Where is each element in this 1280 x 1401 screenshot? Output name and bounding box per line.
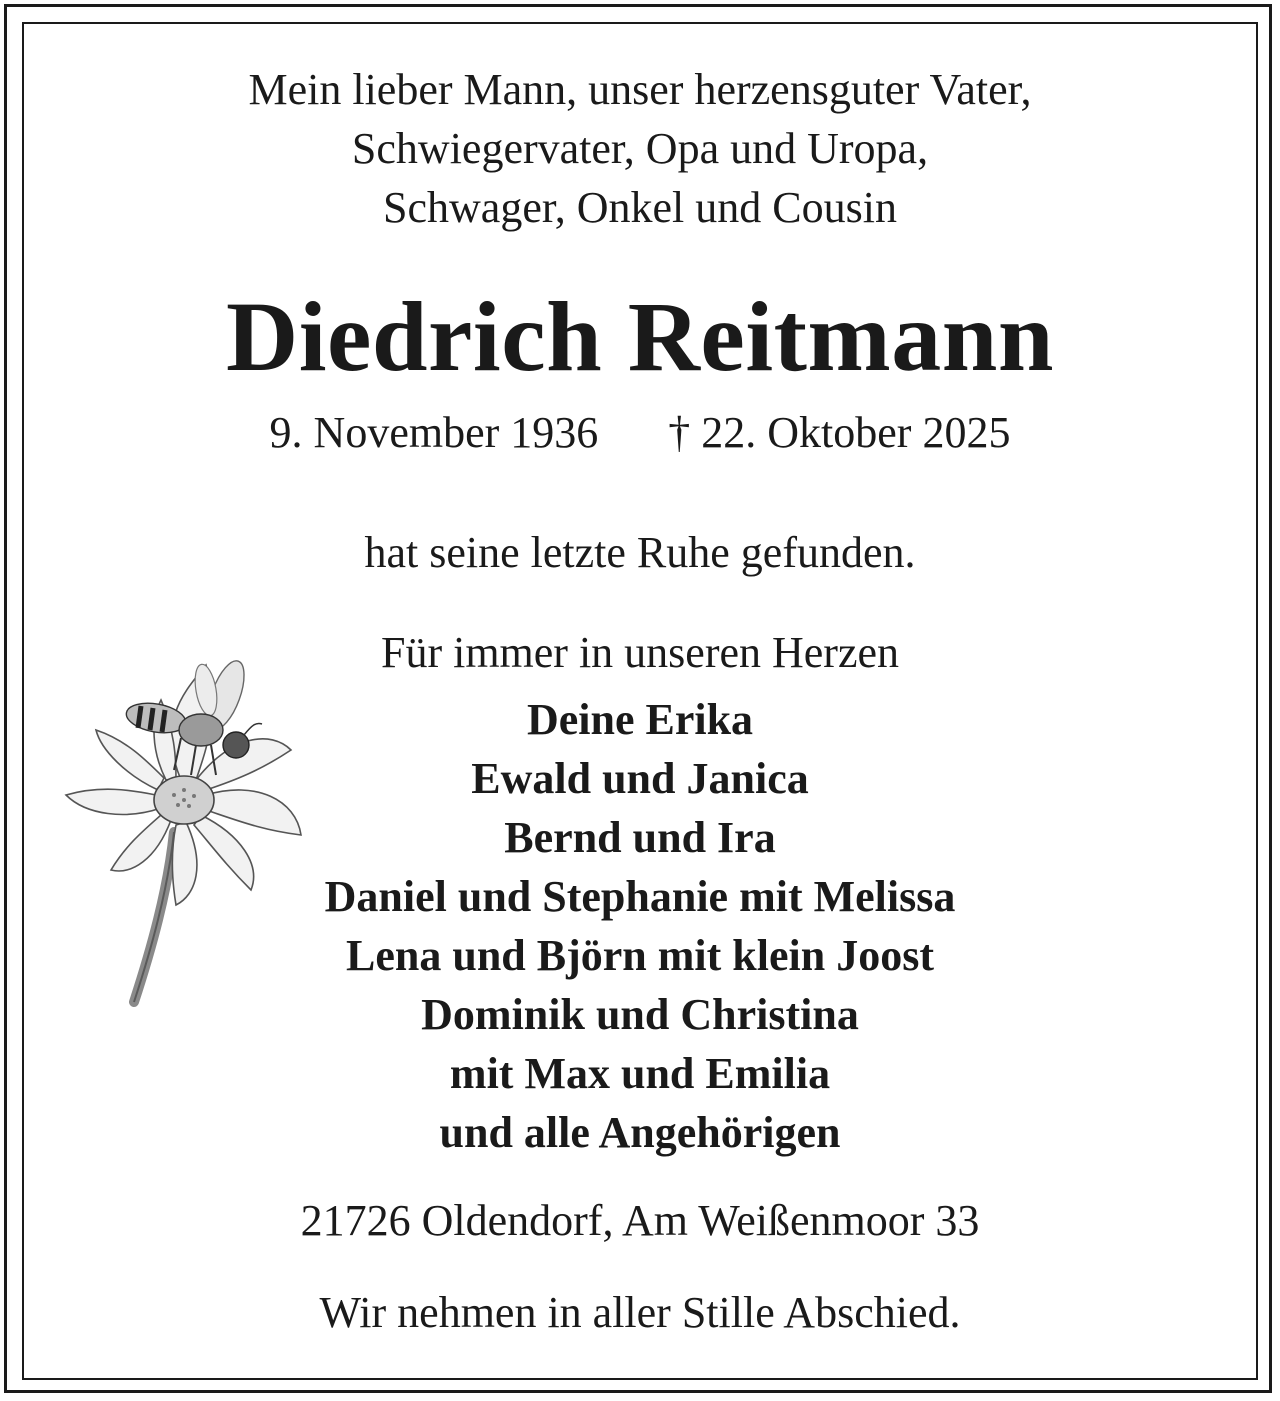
herzen-text: Für immer in unseren Herzen <box>380 628 900 677</box>
family-line: und alle Angehörigen <box>439 1108 841 1157</box>
intro-line: Schwager, Onkel und Cousin <box>383 183 897 232</box>
address: 21726 Oldendorf, Am Weißenmoor 33 <box>300 1196 980 1245</box>
family-line: Deine Erika <box>526 695 754 744</box>
farewell-text: Wir nehmen in aller Stille Abschied. <box>319 1288 961 1337</box>
family-line: Dominik und Christina <box>421 990 859 1039</box>
family-line: Daniel und Stephanie mit Melissa <box>324 872 956 921</box>
life-dates <box>0 406 1280 460</box>
bee-icon <box>124 656 262 775</box>
birth-date: 9. November 1936 <box>269 408 599 457</box>
family-line: Lena und Björn mit klein Joost <box>346 931 934 980</box>
family-line: mit Max und Emilia <box>449 1049 831 1098</box>
death-date: † 22. Oktober 2025 <box>668 408 1011 457</box>
family-line: Ewald und Janica <box>471 754 809 803</box>
intro-line: Mein lieber Mann, unser herzensguter Vater, <box>248 65 1032 114</box>
rest-text: hat seine letzte Ruhe gefunden. <box>364 528 916 577</box>
flower-with-bee-icon <box>56 650 306 1010</box>
deceased-name: Diedrich Reitmann <box>226 281 1054 392</box>
intro-line: Schwiegervater, Opa und Uropa, <box>351 124 929 173</box>
intro-text <box>0 60 1280 237</box>
family-line: Bernd und Ira <box>504 813 776 862</box>
